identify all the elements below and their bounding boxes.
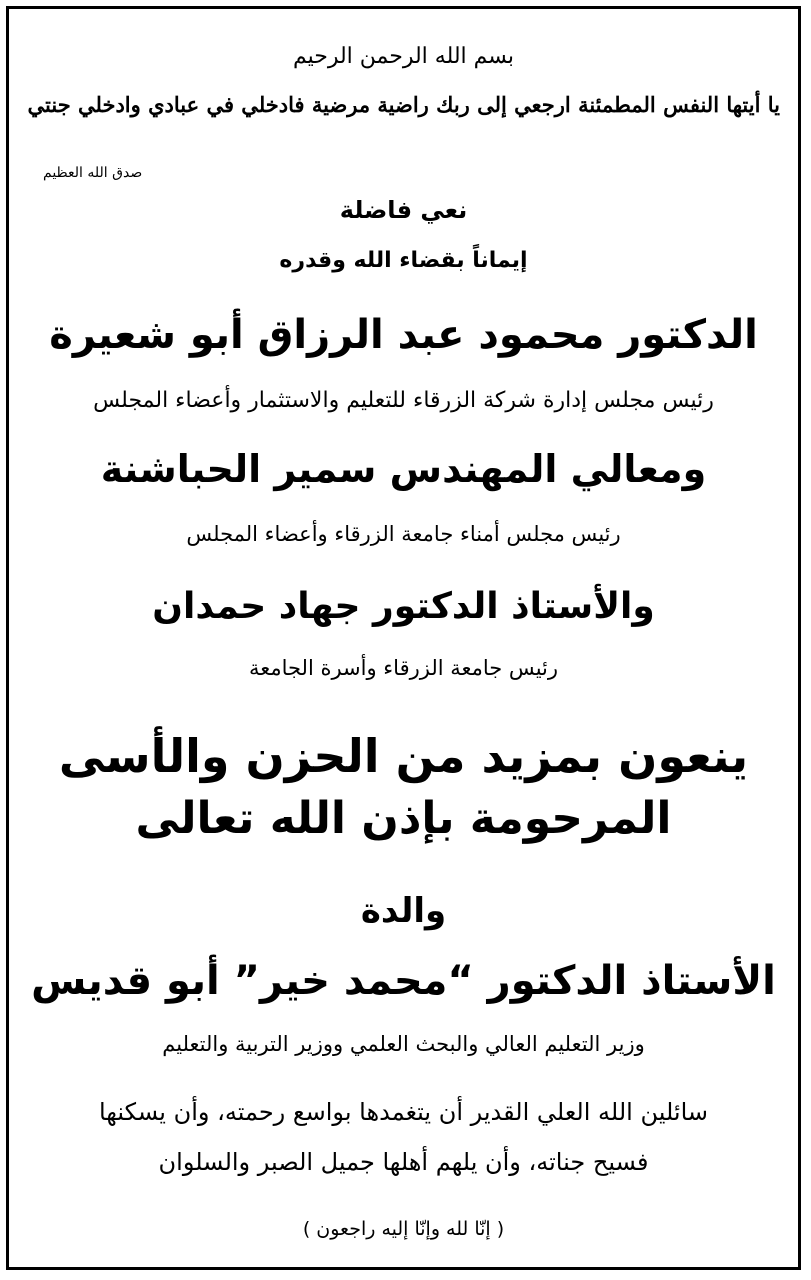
faith-line: إيماناً بقضاء الله وقدره [279,248,528,273]
closing-verse: ( إنّا لله وإنّا إليه راجعون ) [302,1218,505,1240]
mourning-line-1: ينعون بمزيد من الحزن والأسى [58,729,749,783]
basmala: بسم الله الرحمن الرحيم [292,44,515,69]
obituary-frame [6,6,801,1270]
mourner-title-3: رئيس جامعة الزرقاء وأسرة الجامعة [248,656,559,680]
mourner-name-2: ومعالي المهندس سمير الحباشنة [100,447,707,491]
mourning-line-2: المرحومة بإذن الله تعالى [135,793,672,844]
mourner-name-1: الدكتور محمود عبد الرزاق أبو شعيرة [49,312,758,358]
relation-label: والدة [360,891,447,931]
mourner-title-2: رئيس مجلس أمناء جامعة الزرقاء وأعضاء المجلس [186,522,621,546]
mourner-title-1: رئيس مجلس إدارة شركة الزرقاء للتعليم والاستثمار وأعضاء المجلس [93,388,714,413]
sadaqa-allah: صدق الله العظيم [43,165,143,181]
prayer-line-1: سائلين الله العلي القدير أن يتغمدها بواسع رحمته، وأن يسكنها [98,1098,709,1126]
mourner-name-3: والأستاذ الدكتور جهاد حمدان [152,586,655,627]
prayer-line-2: فسيح جناته، وأن يلهم أهلها جميل الصبر والسلوان [158,1148,649,1176]
obituary-heading: نعي فاضلة [339,196,468,224]
deceased-relative-title: وزير التعليم العالي والبحث العلمي ووزير التربية والتعليم [162,1032,645,1056]
quran-verse: يا أيتها النفس المطمئنة ارجعي إلى ربك راضية مرضية فادخلي في عبادي وادخلي جنتي [27,92,780,117]
deceased-relative-name: الأستاذ الدكتور “محمد خير” أبو قديس [31,958,776,1004]
